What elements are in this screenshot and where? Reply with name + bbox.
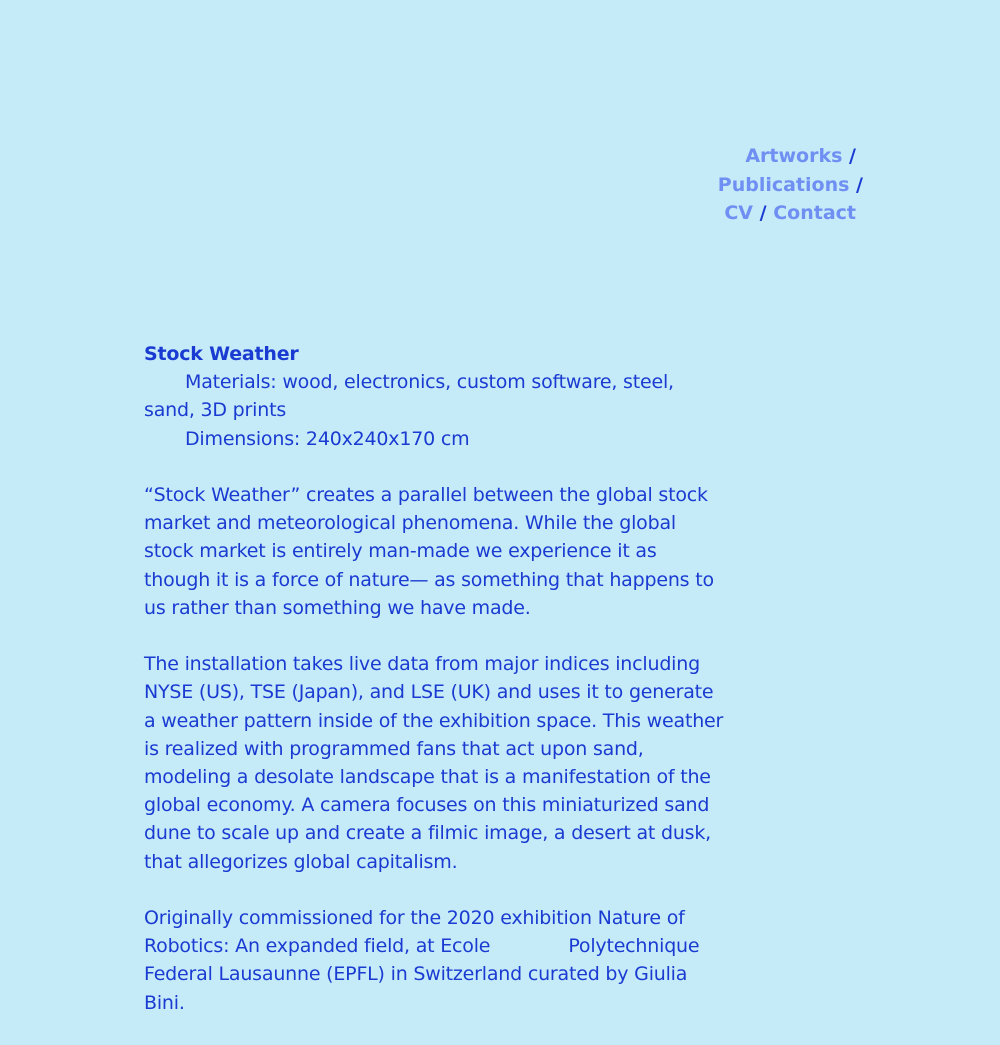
nav-separator: / (849, 145, 856, 167)
artwork-materials: Materials: wood, electronics, custom software, steel, sand, 3D prints (144, 371, 674, 422)
nav-link-artworks[interactable]: Artworks (745, 145, 843, 167)
description-paragraph-2: The installation takes live data from major indices including NYSE (US), TSE (Japan), and LSE (UK) and uses it to generate a weather pattern inside of the exhibition space. This weather is realized with programmed fans that act upon sand, modeling a desolate landscape that is a manifestation of the global economy. A camera focuses on this miniaturized sand dune to scale up and create a filmic image, a desert at dusk, that allegorizes global capitalism. (144, 653, 724, 873)
paragraph-3-part-b: Polytechnique Federal Lausaunne (EPFL) in Switzerland curated by Giulia Bini. (144, 935, 700, 1014)
nav-link-publications[interactable]: Publications (717, 173, 850, 196)
nav-line-3 (656, 199, 856, 228)
nav-line-2 (656, 171, 863, 200)
nav-line-1 (656, 142, 856, 171)
artwork-description (144, 340, 724, 1045)
paragraph-3-part-a: Originally commissioned for the 2020 exhibition Nature of Robotics: An expanded field, at Ecole (144, 907, 685, 958)
description-paragraph-1: “Stock Weather” creates a parallel between the global stock market and meteorological phenomena. While the global stock market is entirely man-made we experience it as though it is a force of nature— as something that happens to us rather than something we have made. (144, 484, 714, 619)
nav-link-contact[interactable]: Contact (773, 202, 856, 224)
nav-separator: / (759, 202, 767, 224)
artwork-title: Stock Weather (144, 343, 299, 365)
nav-link-cv[interactable]: CV (724, 202, 754, 224)
nav-separator: / (856, 173, 863, 196)
artwork-meta (144, 340, 724, 453)
artwork-dimensions: Dimensions: 240x240x170 cm (185, 427, 470, 450)
main-nav (656, 142, 863, 228)
